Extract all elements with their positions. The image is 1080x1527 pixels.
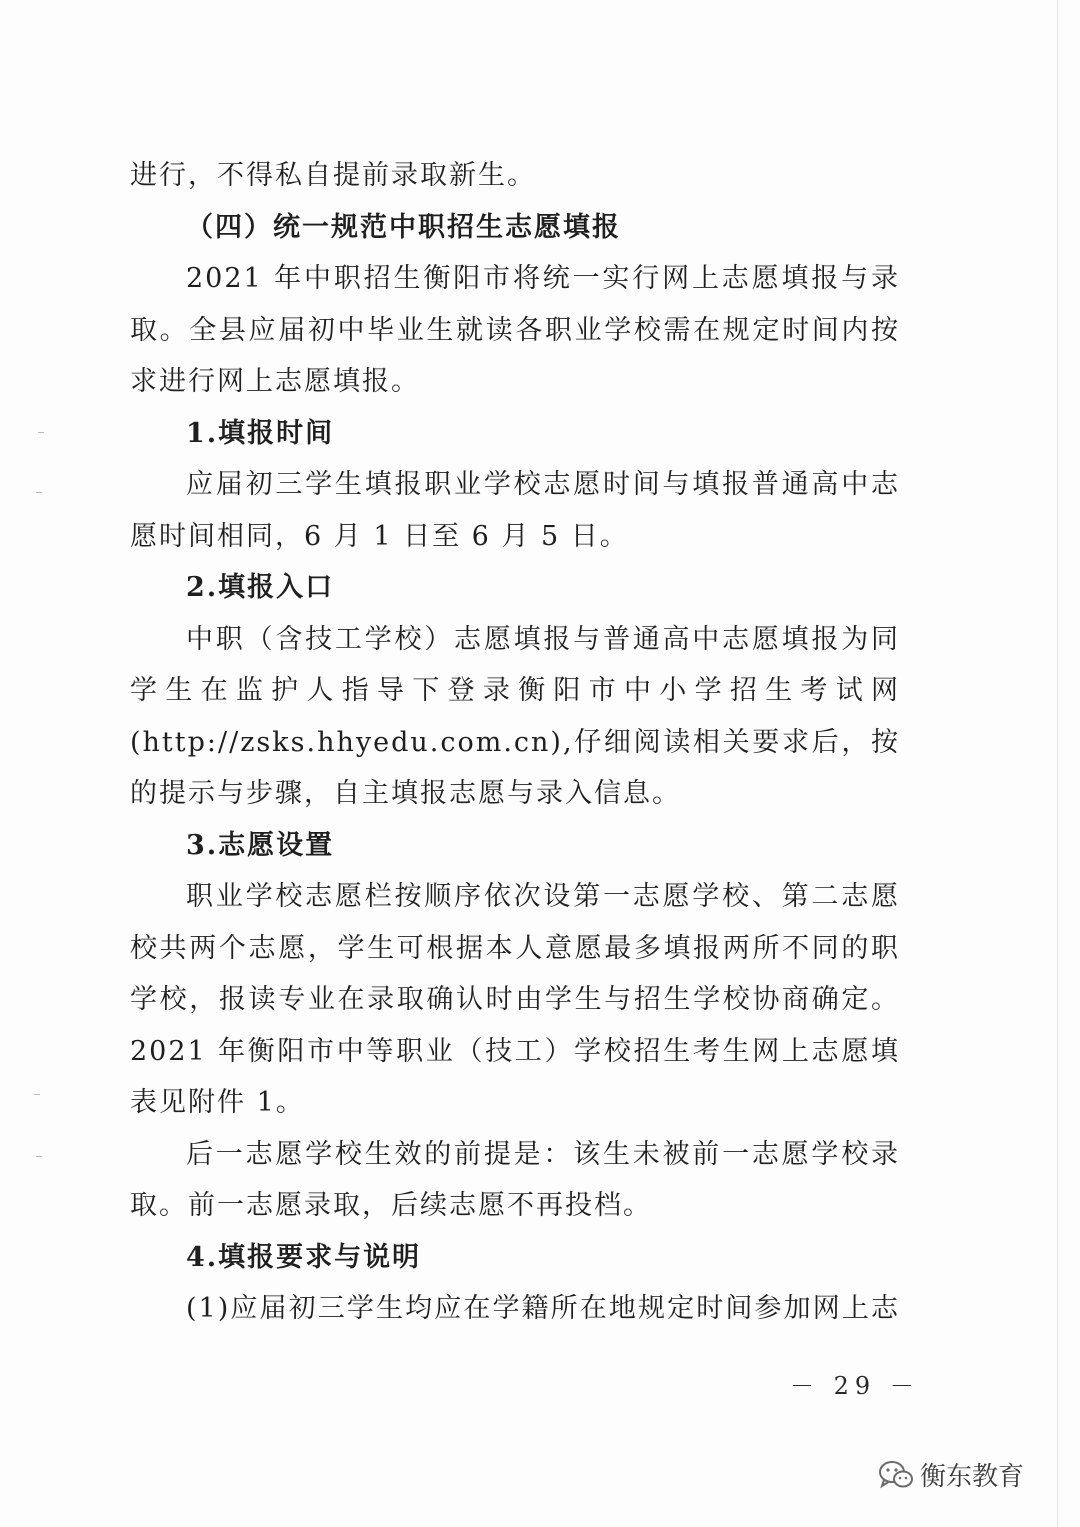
subsection-heading: 1.填报时间 (186, 417, 335, 449)
subsection-heading: 2.填报入口 (186, 572, 335, 603)
body-line: (1)应届初三学生均应在学籍所在地规定时间参加网上志 (186, 1293, 900, 1324)
body-line: 职业学校志愿栏按顺序依次设第一志愿学校、第二志愿 (186, 881, 900, 912)
watermark-text: 衡东教育 (920, 1462, 1025, 1492)
section-heading: （四）统一规范中职招生志愿填报 (186, 211, 621, 243)
body-line: 应届初三学生填报职业学校志愿时间与填报普通高中志 (186, 469, 900, 500)
body-line: 进行，不得私自提前录取新生。 (130, 160, 536, 191)
document-body (130, 150, 900, 1335)
body-line: 表见附件 1。 (130, 1087, 305, 1118)
subsection-heading: 4.填报要求与说明 (186, 1241, 422, 1273)
body-line: 愿时间相同，6 月 1 日至 6 月 5 日。 (130, 520, 629, 552)
body-line: 2021 年衡阳市中等职业（技工）学校招生考生网上志愿填 (130, 1035, 900, 1067)
body-line: 后一志愿学校生效的前提是：该生未被前一志愿学校录 (186, 1138, 900, 1170)
body-line: 求进行网上志愿填报。 (130, 366, 420, 397)
body-line: 取。全县应届初中毕业生就读各职业学校需在规定时间内按 (130, 314, 900, 346)
body-line: 中职（含技工学校）志愿填报与普通高中志愿填报为同 (186, 623, 900, 655)
body-line: 学校，报读专业在录取确认时由学生与招生学校协商确定。 (130, 984, 900, 1015)
page-number: － 29 － (790, 1372, 920, 1400)
body-line: 取。前一志愿录取，后续志愿不再投档。 (130, 1190, 652, 1221)
scan-speck (36, 492, 42, 493)
body-line: 学生在监护人指导下登录衡阳市中小学招生考试网 (130, 675, 900, 706)
body-line: 校共两个志愿，学生可根据本人意愿最多填报两所不同的职 (130, 932, 900, 964)
subsection-heading: 3.志愿设置 (186, 829, 335, 861)
scan-speck (38, 432, 44, 433)
body-line: 的提示与步骤，自主填报志愿与录入信息。 (130, 778, 681, 809)
url-line: (http://zsks.hhyedu.com.cn),仔细阅读相关要求后，按 (130, 726, 900, 758)
wechat-icon (878, 1460, 914, 1490)
scan-speck (34, 1094, 40, 1095)
scan-edge-line (1057, 0, 1058, 1527)
watermark (878, 1456, 1024, 1493)
body-line: 2021 年中职招生衡阳市将统一实行网上志愿填报与录 (186, 263, 900, 294)
scan-speck (36, 1156, 42, 1157)
